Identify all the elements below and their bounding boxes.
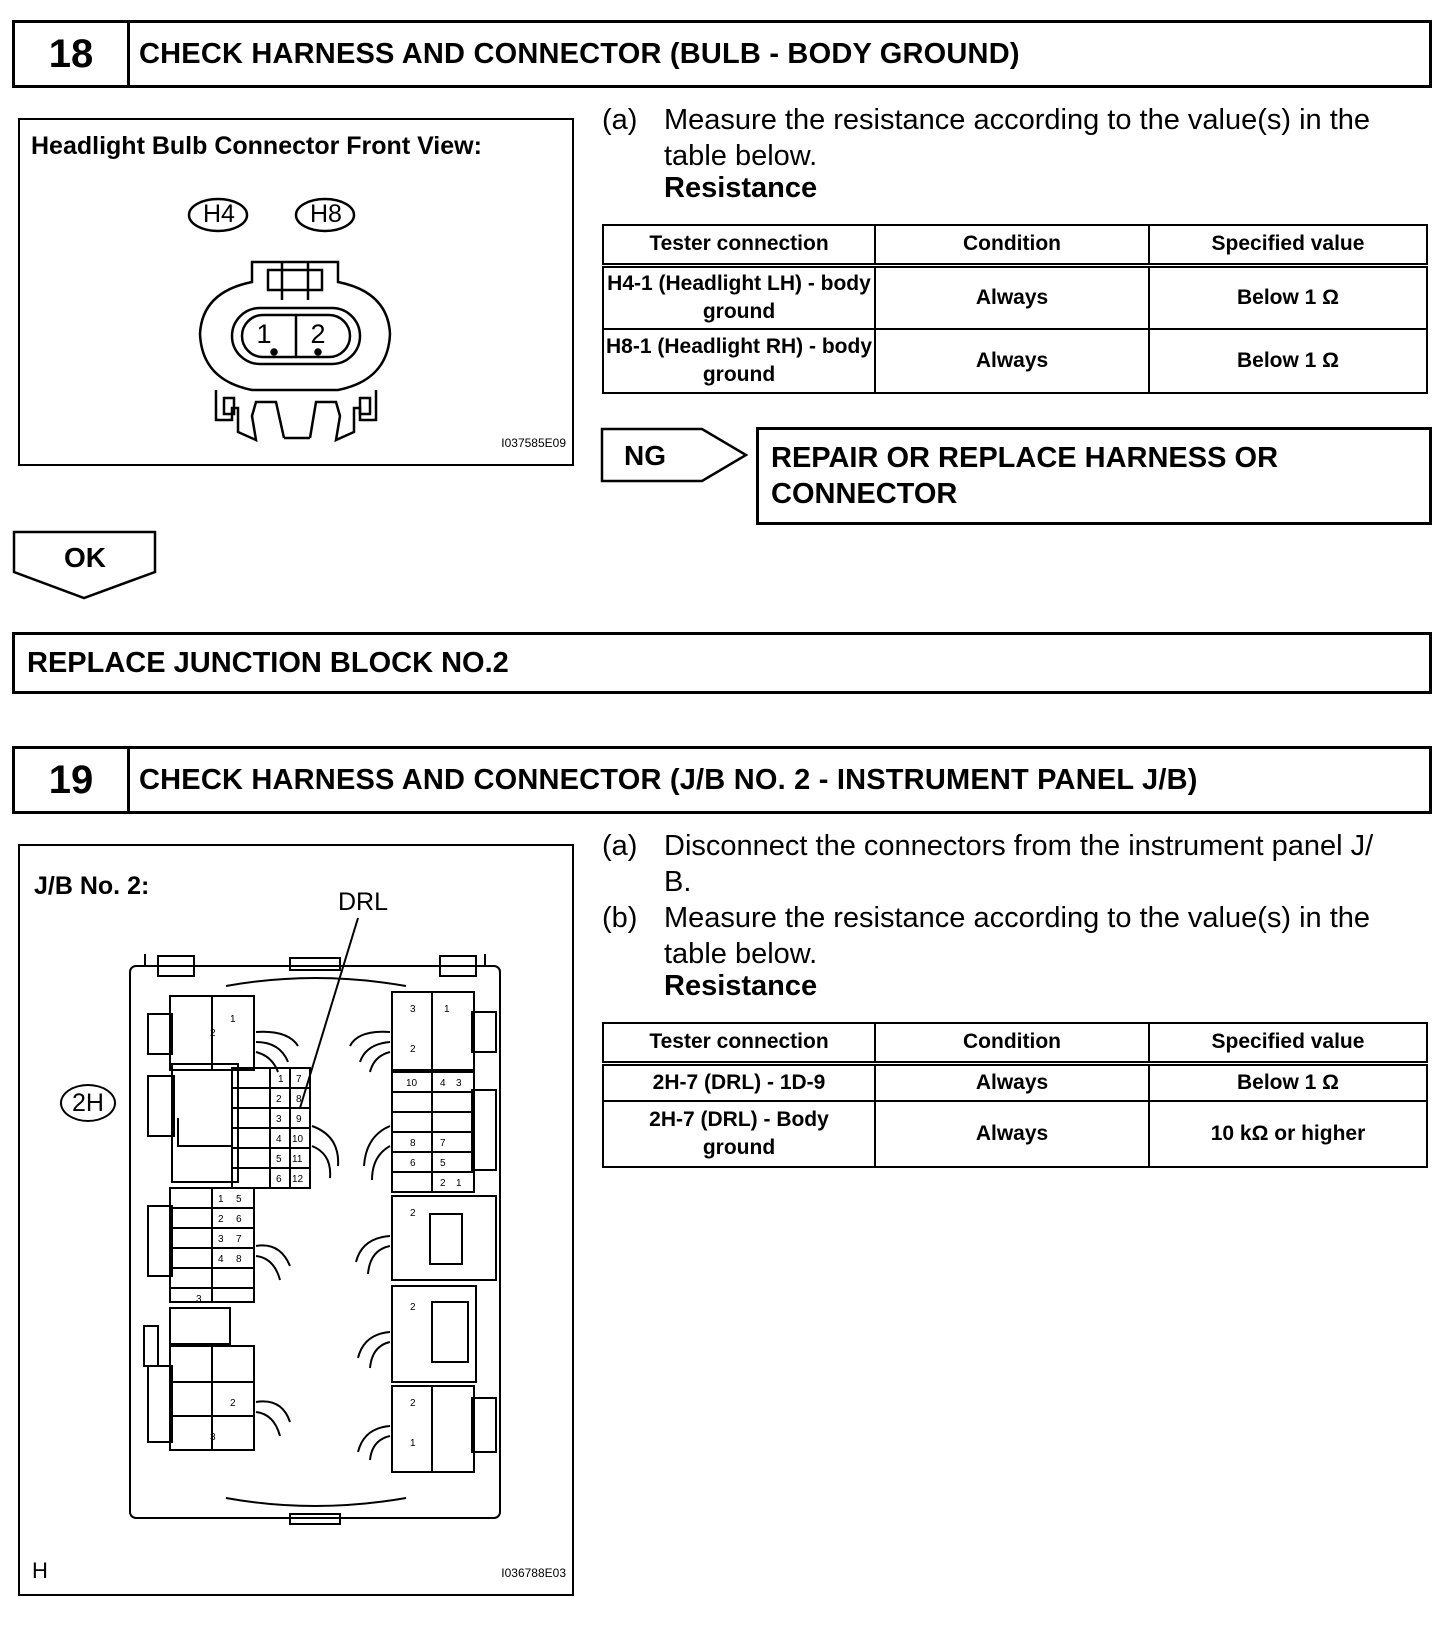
svg-text:5: 5 bbox=[440, 1158, 446, 1169]
svg-text:9: 9 bbox=[296, 1114, 302, 1125]
svg-text:7: 7 bbox=[236, 1234, 242, 1245]
jb-no2-figure bbox=[18, 844, 574, 1596]
figure-corner-label: H bbox=[32, 1558, 48, 1583]
svg-text:7: 7 bbox=[296, 1074, 302, 1085]
svg-text:6: 6 bbox=[276, 1174, 282, 1185]
table-row bbox=[603, 1063, 1427, 1101]
ng-action-box bbox=[756, 427, 1432, 525]
step-19-instruction-a bbox=[602, 828, 1428, 900]
svg-text:3: 3 bbox=[456, 1078, 462, 1089]
svg-text:12: 12 bbox=[292, 1174, 304, 1185]
instruction-label: (b) bbox=[602, 902, 638, 934]
svg-text:1: 1 bbox=[278, 1074, 284, 1085]
cell-specified-value: 10 kΩ or higher bbox=[1149, 1101, 1427, 1167]
svg-text:11: 11 bbox=[292, 1154, 303, 1165]
header-specified-value: Specified value bbox=[1149, 225, 1427, 265]
cell-condition: Always bbox=[875, 329, 1149, 393]
resistance-heading: Resistance bbox=[664, 970, 818, 1002]
svg-text:6: 6 bbox=[236, 1214, 242, 1225]
cell-specified-value: Below 1 Ω bbox=[1149, 265, 1427, 329]
table-header-row bbox=[603, 225, 1427, 265]
ng-label: NG bbox=[624, 440, 666, 471]
svg-text:1: 1 bbox=[444, 1004, 450, 1015]
table-row bbox=[603, 265, 1427, 329]
pin-1-label: 1 bbox=[256, 319, 272, 349]
svg-text:1: 1 bbox=[456, 1178, 462, 1189]
svg-text:8: 8 bbox=[236, 1254, 242, 1265]
ok-label: OK bbox=[64, 542, 106, 573]
svg-text:3: 3 bbox=[218, 1234, 224, 1245]
instruction-text: Measure the resistance according to the value(s) in the table below. bbox=[664, 902, 1371, 970]
svg-text:3: 3 bbox=[196, 1294, 202, 1305]
cell-tester-connection: H8-1 (Headlight RH) - body ground bbox=[603, 329, 875, 393]
svg-text:5: 5 bbox=[276, 1154, 282, 1165]
connector-h4-label: H4 bbox=[203, 200, 235, 228]
cell-condition: Always bbox=[875, 1063, 1149, 1101]
svg-text:1: 1 bbox=[218, 1194, 224, 1205]
svg-text:2: 2 bbox=[276, 1094, 282, 1105]
header-tester-connection: Tester connection bbox=[603, 1023, 875, 1063]
svg-text:4: 4 bbox=[218, 1254, 224, 1265]
figure-code: I037585E09 bbox=[501, 436, 566, 450]
header-condition: Condition bbox=[875, 225, 1149, 265]
figure-title: Headlight Bulb Connector Front View: bbox=[31, 132, 482, 160]
step-19-header bbox=[12, 746, 1432, 814]
headlight-connector-figure bbox=[18, 118, 574, 466]
header-tester-connection: Tester connection bbox=[603, 225, 875, 265]
svg-text:4: 4 bbox=[440, 1078, 446, 1089]
step-18-instruction-a bbox=[602, 102, 1428, 174]
headlight-connector-drawing bbox=[20, 120, 572, 464]
svg-text:2: 2 bbox=[218, 1214, 224, 1225]
instruction-label: (a) bbox=[602, 830, 638, 862]
instruction-text: Disconnect the connectors from the instrument panel J/ B. bbox=[664, 830, 1374, 898]
junction-block-drawing bbox=[20, 846, 572, 1594]
cell-tester-connection: 2H-7 (DRL) - 1D-9 bbox=[603, 1063, 875, 1101]
header-condition: Condition bbox=[875, 1023, 1149, 1063]
instruction-text: Measure the resistance according to the value(s) in the table below. bbox=[664, 104, 1371, 172]
step-title: CHECK HARNESS AND CONNECTOR (J/B NO. 2 - INSTRUMENT PANEL J/B) bbox=[139, 763, 1198, 796]
ok-action-box bbox=[12, 632, 1432, 694]
cell-specified-value: Below 1 Ω bbox=[1149, 329, 1427, 393]
instruction-label: (a) bbox=[602, 104, 638, 136]
svg-text:2: 2 bbox=[440, 1178, 446, 1189]
connector-h8-label: H8 bbox=[310, 200, 342, 228]
figure-code: I036788E03 bbox=[501, 1566, 566, 1580]
figure-title: J/B No. 2: bbox=[34, 872, 150, 900]
resistance-heading: Resistance bbox=[664, 172, 818, 204]
step-title: CHECK HARNESS AND CONNECTOR (BULB - BODY GROUND) bbox=[139, 37, 1020, 70]
svg-text:8: 8 bbox=[410, 1138, 416, 1149]
svg-text:5: 5 bbox=[236, 1194, 242, 1205]
cell-tester-connection: H4-1 (Headlight LH) - body ground bbox=[603, 265, 875, 329]
table-row bbox=[603, 329, 1427, 393]
svg-text:2: 2 bbox=[210, 1028, 216, 1039]
svg-text:10: 10 bbox=[292, 1134, 304, 1145]
svg-text:8: 8 bbox=[296, 1094, 302, 1105]
svg-text:2: 2 bbox=[230, 1398, 236, 1409]
svg-text:3: 3 bbox=[410, 1004, 416, 1015]
table-header-row bbox=[603, 1023, 1427, 1063]
svg-text:2: 2 bbox=[410, 1044, 416, 1055]
drl-callout-label: DRL bbox=[338, 888, 389, 916]
resistance-table bbox=[602, 1022, 1428, 1168]
cell-condition: Always bbox=[875, 265, 1149, 329]
svg-text:2: 2 bbox=[410, 1208, 416, 1219]
svg-text:1: 1 bbox=[410, 1438, 416, 1449]
ng-arrow-icon bbox=[600, 427, 750, 483]
svg-text:7: 7 bbox=[440, 1138, 446, 1149]
step-19-instruction-b bbox=[602, 900, 1428, 972]
cell-tester-connection: 2H-7 (DRL) - Body ground bbox=[603, 1101, 875, 1167]
svg-text:4: 4 bbox=[276, 1134, 282, 1145]
svg-text:10: 10 bbox=[406, 1078, 418, 1089]
step-18-header bbox=[12, 20, 1432, 88]
pin-2-label: 2 bbox=[310, 319, 326, 349]
header-specified-value: Specified value bbox=[1149, 1023, 1427, 1063]
svg-text:2: 2 bbox=[410, 1302, 416, 1313]
svg-text:1: 1 bbox=[230, 1014, 236, 1025]
connector-2h-label: 2H bbox=[60, 1084, 116, 1122]
table-row bbox=[603, 1101, 1427, 1167]
cell-condition: Always bbox=[875, 1101, 1149, 1167]
ok-action-text: REPLACE JUNCTION BLOCK NO.2 bbox=[27, 647, 509, 679]
ng-action-text: REPAIR OR REPLACE HARNESS OR CONNECTOR bbox=[771, 442, 1279, 510]
svg-text:3: 3 bbox=[210, 1432, 216, 1443]
svg-text:6: 6 bbox=[410, 1158, 416, 1169]
step-number: 18 bbox=[15, 23, 130, 85]
svg-text:2: 2 bbox=[410, 1398, 416, 1409]
step-number: 19 bbox=[15, 749, 130, 811]
cell-specified-value: Below 1 Ω bbox=[1149, 1063, 1427, 1101]
resistance-table bbox=[602, 224, 1428, 394]
svg-text:3: 3 bbox=[276, 1114, 282, 1125]
